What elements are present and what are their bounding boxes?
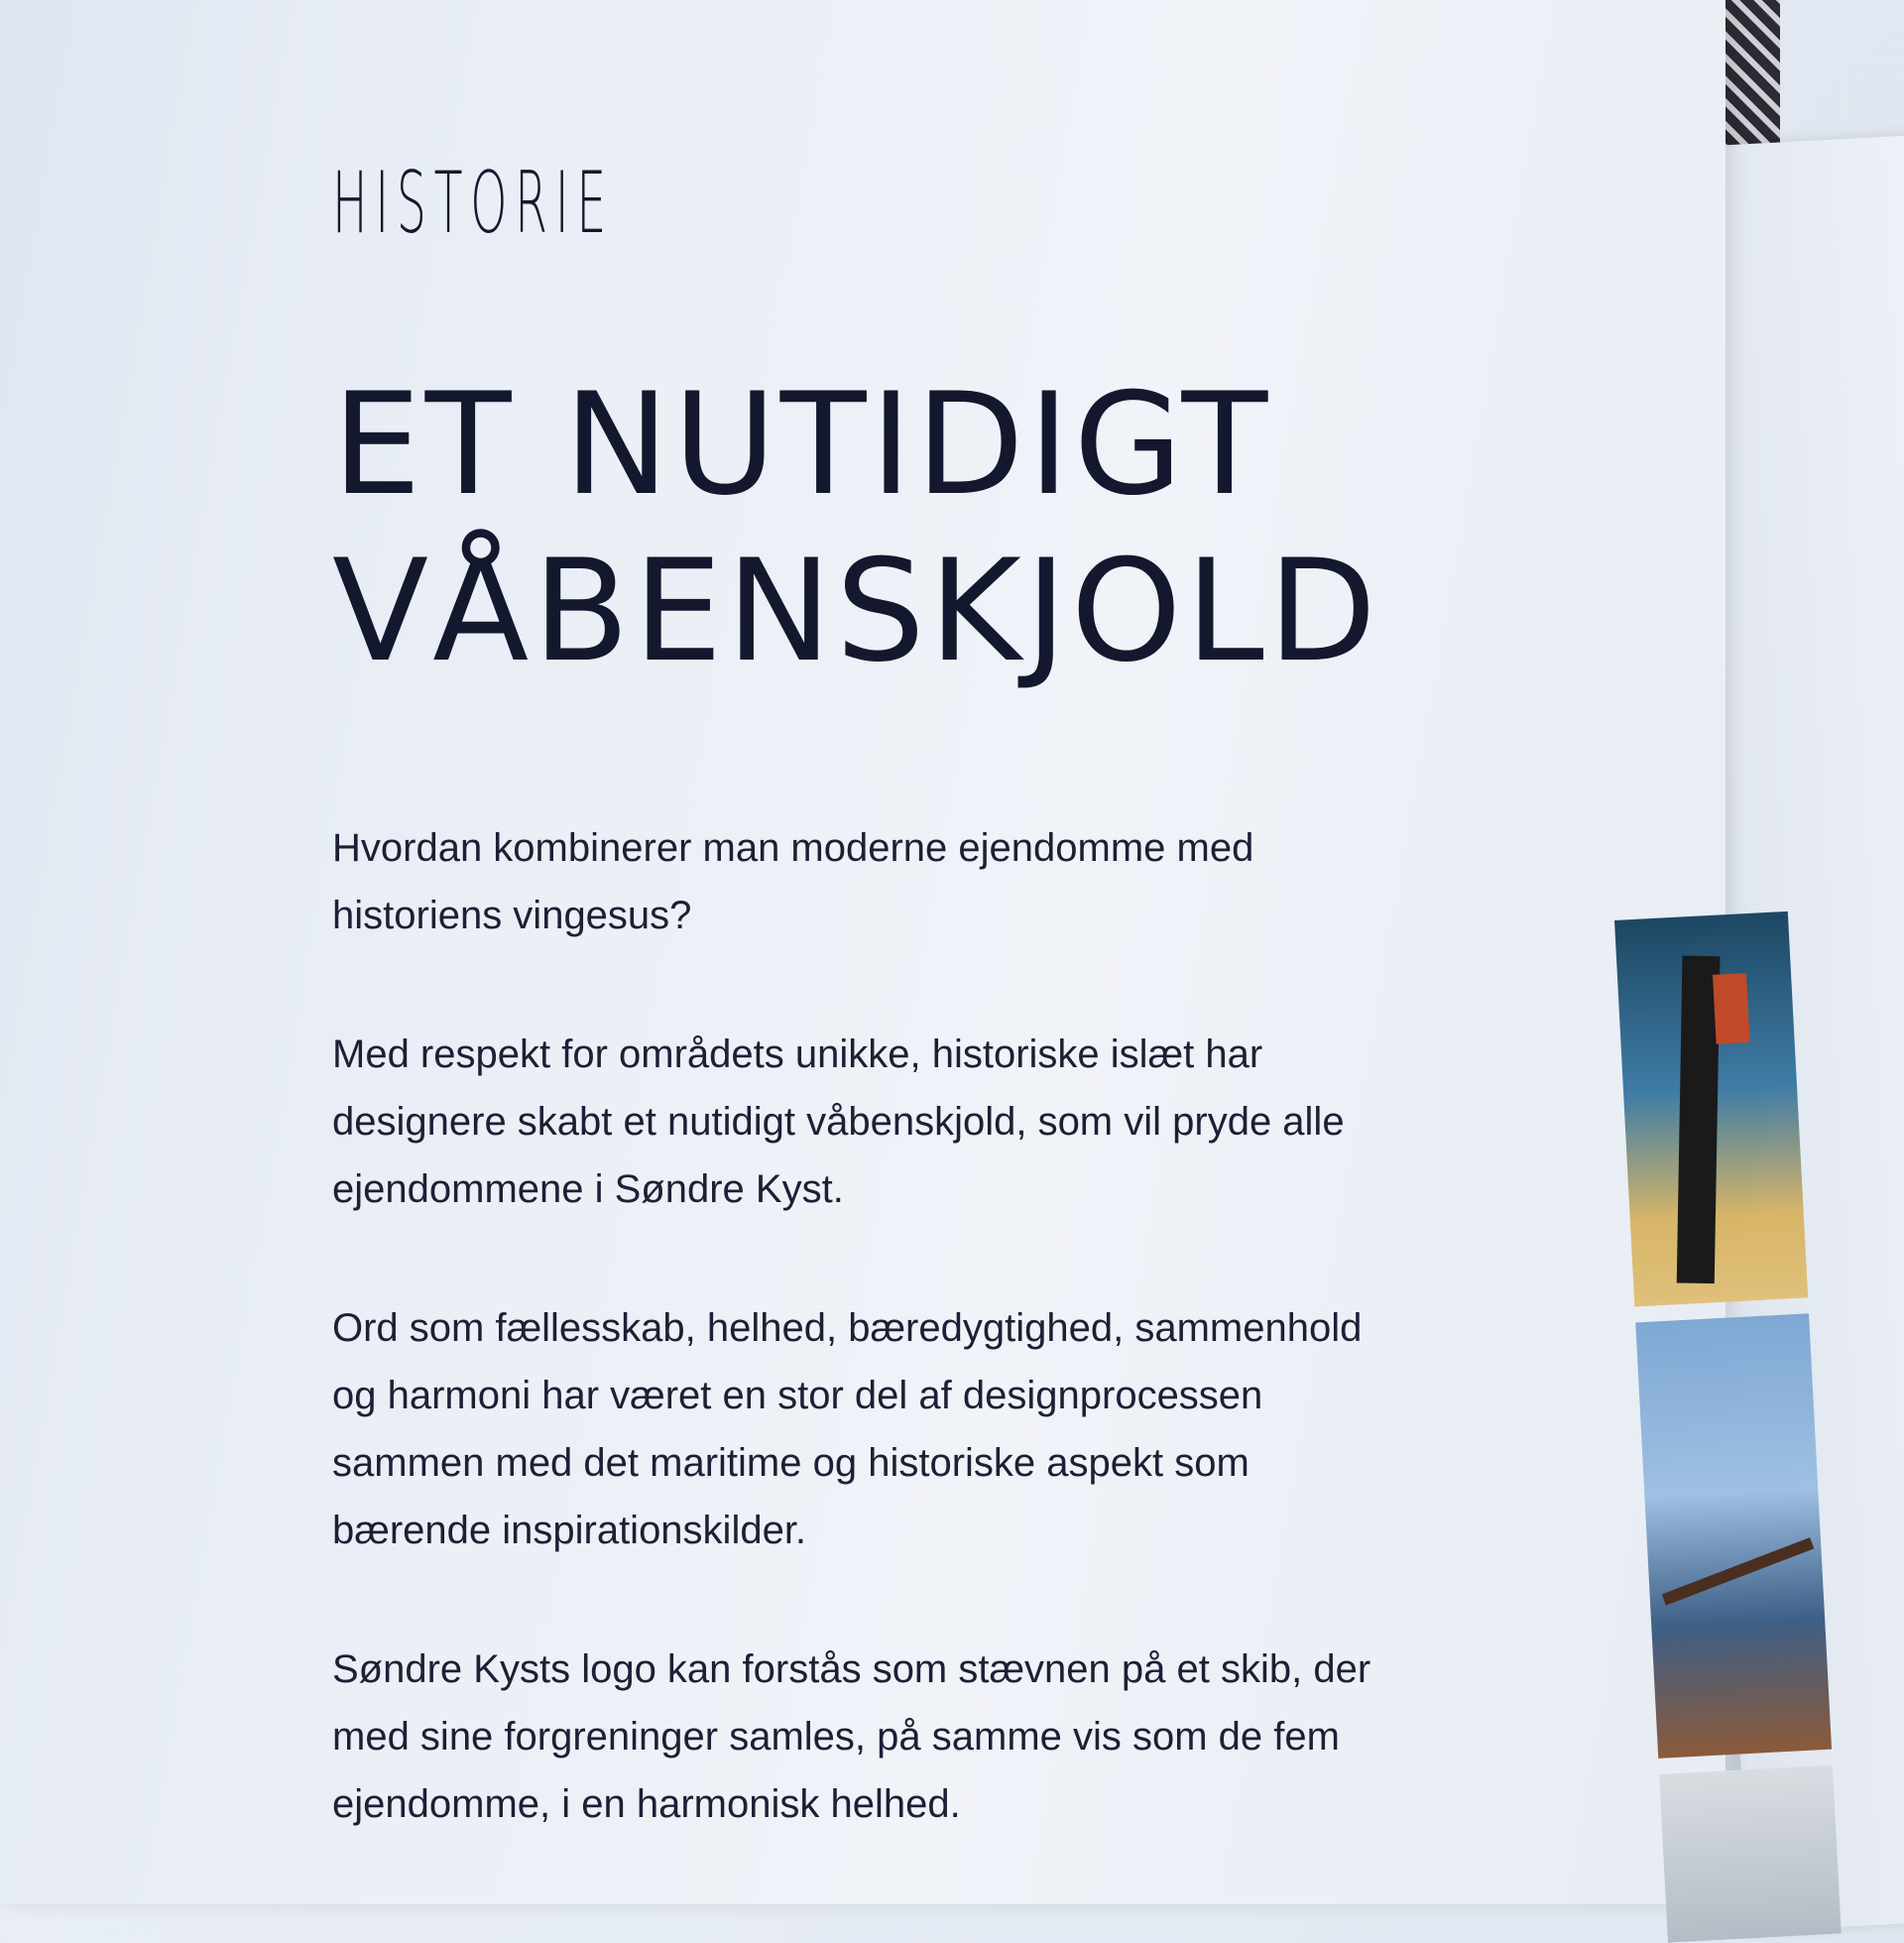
paragraph: Ord som fællesskab, helhed, bæredygtighed, sammenhold og harmoni har været en stor del af designprocessen sammen med det maritime og historiske aspekt som bærende inspirationskilder. [332,1306,1363,1552]
headline-line-1: ET NUTIDIGT [332,363,1272,527]
photo-people [1659,1765,1842,1943]
paragraph: Hvordan kombinerer man moderne ejendomme med historiens vingesus? [332,826,1254,937]
photo-ship-deck [1635,1313,1832,1759]
headline [332,362,1522,695]
article [332,149,1522,1909]
body-text [332,814,1403,1838]
section-kicker: HISTORIE [332,154,614,253]
ship-rail [1662,1537,1815,1606]
paragraph: Med respekt for områdets unikke, historiske islæt har designere skabt et nutidigt våbenskjold, som vil pryde alle ejendommene i Søndre Kyst. [332,1032,1345,1211]
headline-line-2: VÅBENSKJOLD [332,530,1380,693]
paragraph: Søndre Kysts logo kan forstås som stævnen på et skib, der med sine forgreninger samles, på samme vis som de fem ejendomme, i en harmonisk helhed. [332,1647,1371,1826]
flag [1713,973,1750,1044]
photo-ship-mast-sunset [1614,911,1808,1307]
